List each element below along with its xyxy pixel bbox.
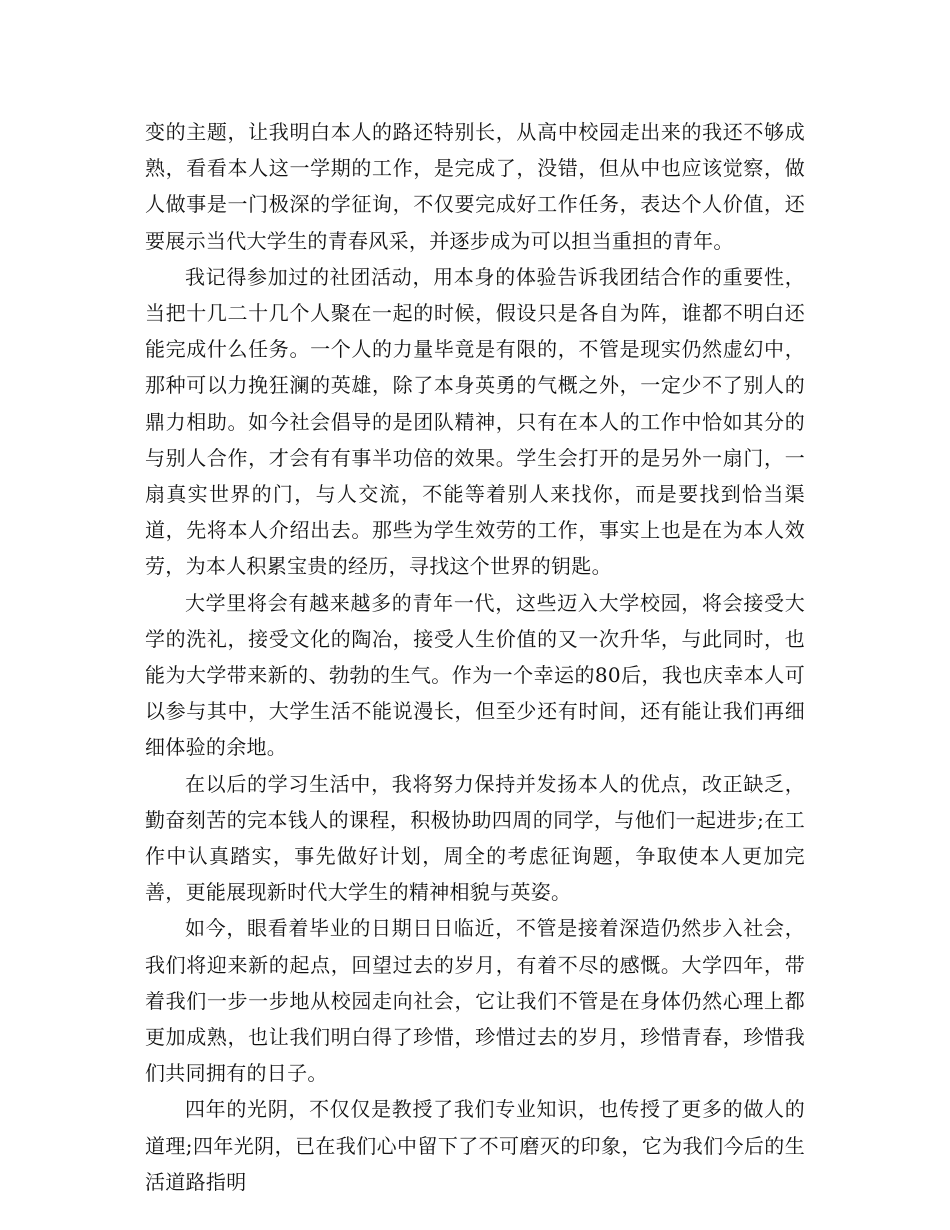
paragraph-1: 变的主题，让我明白本人的路还特别长，从高中校园走出来的我还不够成熟，看看本人这一学期的工作，是完成了，没错，但从中也应该觉察，做人做事是一门极深的学征询，不仅要完成好工作任务，表达个人价值，还要展示当代大学生的青春风采，并逐步成为可以担当重担的青年。 xyxy=(145,120,805,253)
document-body xyxy=(145,114,805,1200)
paragraph-6: 四年的光阴，不仅仅是教授了我们专业知识，也传授了更多的做人的道理;四年光阴，已在我们心中留下了不可磨灭的印象，它为我们今后的生活道路指明 xyxy=(145,1097,805,1194)
paragraph-3: 大学里将会有越来越多的青年一代，这些迈入大学校园，将会接受大学的洗礼，接受文化的陶冶，接受人生价值的又一次升华，与此同时，也能为大学带来新的、勃勃的生气。作为一个幸运的80后，我也庆幸本人可以参与其中，大学生活不能说漫长，但至少还有时间，还有能让我们再细细体验的余地。 xyxy=(145,590,805,760)
paragraph-5: 如今，眼看着毕业的日期日日临近，不管是接着深造仍然步入社会，我们将迎来新的起点，回望过去的岁月，有着不尽的感慨。大学四年，带着我们一步一步地从校园走向社会，它让我们不管是在身体仍然心理上都更加成熟，也让我们明白得了珍惜，珍惜过去的岁月，珍惜青春，珍惜我们共同拥有的日子。 xyxy=(145,916,805,1086)
paragraph-4: 在以后的学习生活中，我将努力保持并发扬本人的优点，改正缺乏，勤奋刻苦的完本钱人的课程，积极协助四周的同学，与他们一起进步;在工作中认真踏实，事先做好计划，周全的考虑征询题，争取使本人更加完善，更能展现新时代大学生的精神相貌与英姿。 xyxy=(145,771,805,905)
paragraph-2: 我记得参加过的社团活动，用本身的体验告诉我团结合作的重要性，当把十几二十几个人聚在一起的时候，假设只是各自为阵，谁都不明白还能完成什么任务。一个人的力量毕竟是有限的，不管是现实仍然虚幻中，那种可以力挽狂澜的英雄，除了本身英勇的气概之外，一定少不了别人的鼎力相助。如今社会倡导的是团队精神，只有在本人的工作中恰如其分的与别人合作，才会有有事半功倍的效果。学生会打开的是另外一扇门，一扇真实世界的门，与人交流，不能等着别人来找你，而是要找到恰当渠道，先将本人介绍出去。那些为学生效劳的工作，事实上也是在为本人效劳，为本人积累宝贵的经历，寻找这个世界的钥匙。 xyxy=(145,264,805,579)
